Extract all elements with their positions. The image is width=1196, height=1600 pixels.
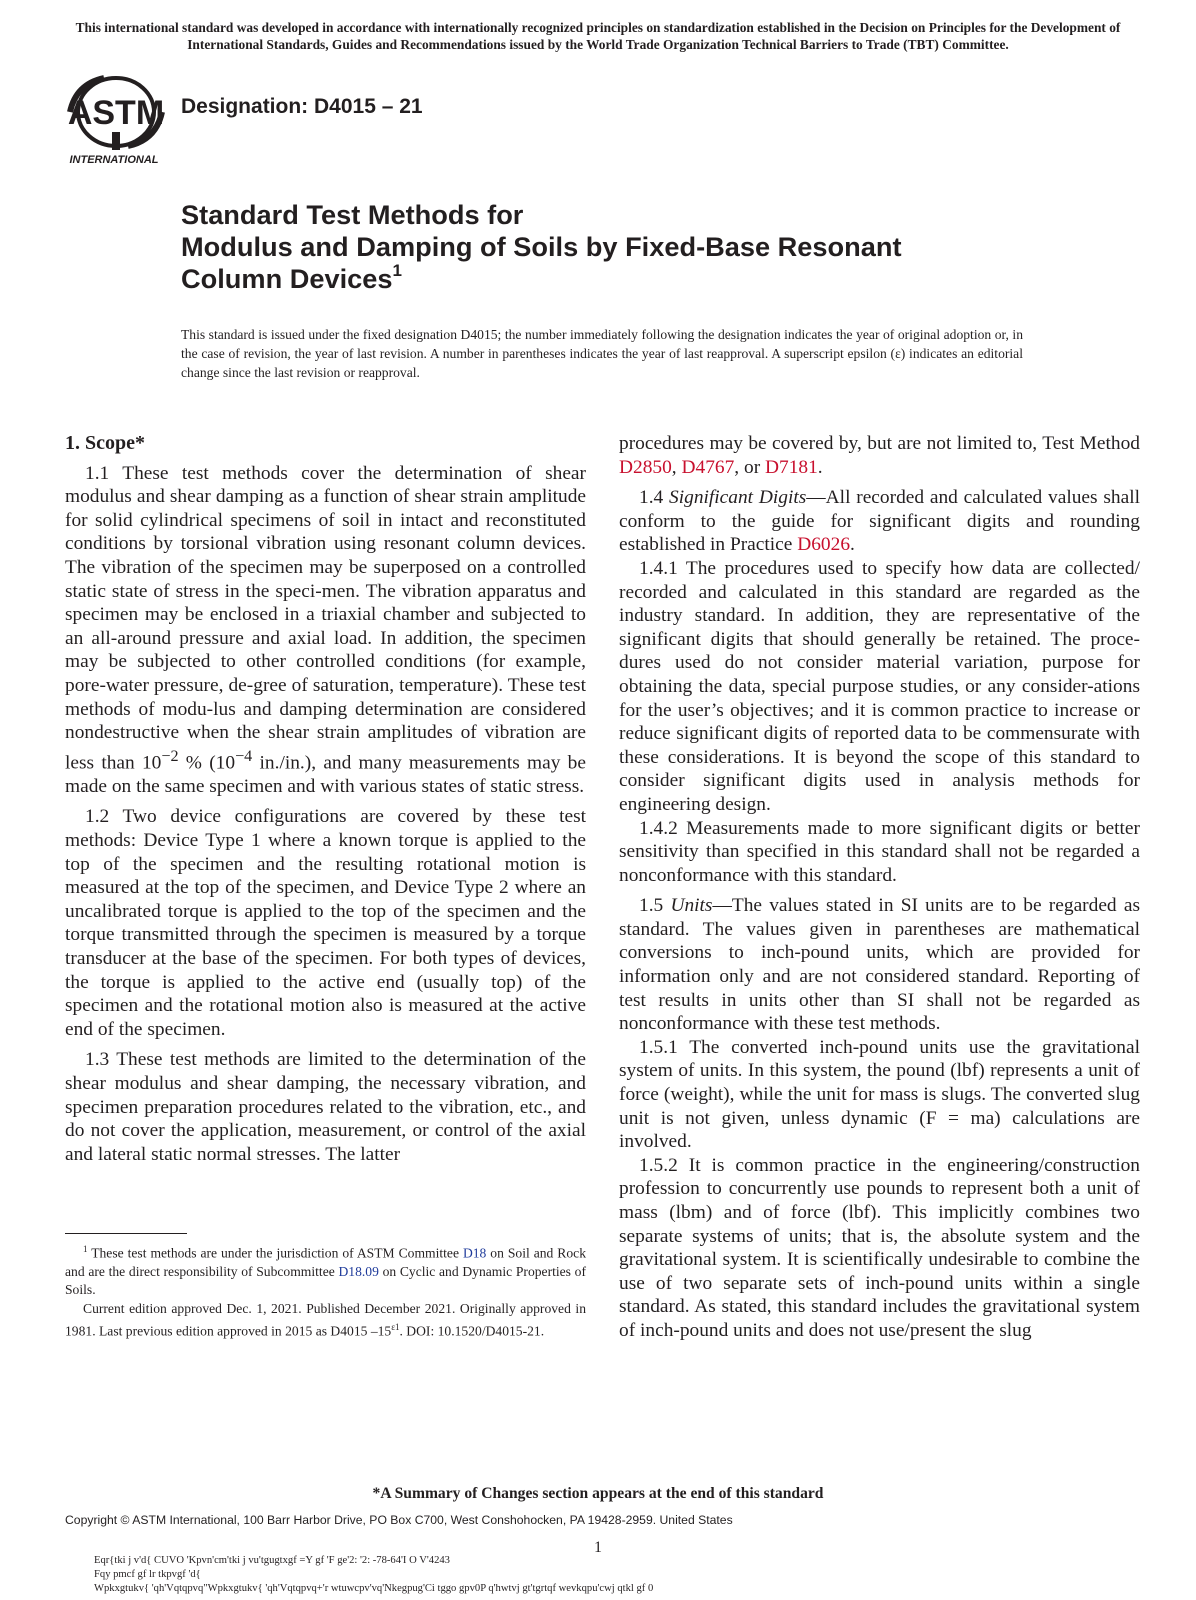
copyright-line: Copyright © ASTM International, 100 Barr Harbor Drive, PO Box C700, West Conshohocken, PA 19428-2959. United States [65, 1513, 733, 1527]
footnote-divider [65, 1233, 187, 1234]
title-line-3: Column Devices [181, 263, 393, 294]
paragraph-1-4-2: 1.4.2 Measurements made to more significant digits or better sensitivity than specified in this standard shall not be regarded a nonconformance with this standard. [619, 817, 1140, 886]
astm-logo [64, 74, 168, 166]
section-heading-scope: 1. Scope* [65, 432, 145, 454]
page-number: 1 [594, 1539, 602, 1556]
watermark-line-3: Wpkxgtukv{ 'qh'Vqtqpvq"Wpkxgtukv{ 'qh'Vqtqpvq+'r wtuwcpv'vq'Nkegpug'Ci tggo gpv0P q'hwtvj gt'tgrtqf wevkqpu'cwj qtkl gf 0 [94, 1583, 654, 1595]
paragraph-1-1: 1.1 These test methods cover the determination of shear modulus and shear damping as a function of shear strain amplitude for solid cylindrical specimens of soil in intact and reconstituted conditions by torsional vibration using resonant column devices. The vibration of the specimen may be superposed on a controlled static state of stress in the speci-men. The vibration apparatus and specimen may be enclosed in a triaxial chamber and subjected to an all-around pressure and axial load. In addition, the specimen may be subjected to other controlled conditions (for example, pore-water pressure, de-gree of saturation, temperature). These test methods of modu-lus and damping determination are considered nondestructive when the shear strain amplitudes of vibration are less than $10^{-2}$ % ($10^{-4}$ in./in.), and many measurements may be made on the same specimen and with various states of static stress. [65, 462, 586, 797]
title-line-2: Modulus and Damping of Soils by Fixed-Base Resonant [181, 231, 902, 262]
license-watermark [94, 1554, 794, 1597]
paragraph-1-4-1: 1.4.1 The procedures used to specify how data are collected/ recorded and calculated in this standard are regarded as the industry standard. In addition, they are representative of the significant digits that should generally be retained. The proce-dures used do not consider material variation, purpose for obtaining the data, special purpose studies, or any consider-ations for the user’s objectives; and it is common practice to increase or reduce significant digits of reported data to be commensurate with these considerations. It is beyond the scope of this standard to consider significant digits used in analysis methods for engineering design. [619, 557, 1140, 815]
link-d4767[interactable]: D4767 [681, 456, 735, 478]
summary-of-changes-notice: *A Summary of Changes section appears at the end of this standard [372, 1485, 824, 1502]
issued-statement: This standard is issued under the fixed designation D4015; the number immediately following the designation indicates the year of original adoption or, in the case of revision, the year of last revision. A number in parentheses indicates the year of last reapproval. A superscript epsilon (ε) indicates an editorial change since the last revision or reapproval. [181, 327, 1023, 380]
link-subcommittee-d18-09[interactable]: D18.09 [338, 1263, 379, 1279]
link-d2850[interactable]: D2850 [619, 456, 672, 478]
footnote-edition: Current edition approved Dec. 1, 2021. Published December 2021. Originally approved in 1981. Last previous edition approved in 2015 as D4015 $-15^{\varepsilon 1}$. DOI: 10.1520/D4015-21. [65, 1300, 586, 1339]
paragraph-1-5-1: 1.5.1 The converted inch-pound units use the gravitational system of units. In this system, the pound (lbf) represents a unit of force (weight), while the unit for mass is slugs. The converted slug unit is not given, unless dynamic (F = ma) calculations are involved. [619, 1036, 1140, 1153]
right-column [619, 432, 1140, 1343]
paragraph-1-5-2: 1.5.2 It is common practice in the engineering/construction profession to concurrently use pounds to represent both a unit of mass (lbm) and of force (lbf). This implicitly combines two separate systems of units; that is, the absolute system and the gravitational system. It is scientifically undesirable to combine the use of two separate sets of inch-pound units within a single standard. As stated, this standard includes the gravitational system of inch-pound units and does not use/present the slug [619, 1154, 1140, 1341]
footnote-jurisdiction: $^1$ These test methods are under the jurisdiction of ASTM Committee D18 on Soil and Rock and are the direct responsibility of Subcommittee D18.09 on Cyclic and Dynamic Properties of Soils. [65, 1244, 586, 1298]
paragraph-1-4: 1.4 Significant Digits—All recorded and calculated values shall conform to the guide for significant digits and rounding established in Practice D6026. [619, 487, 1141, 556]
document-title [181, 199, 1081, 295]
paragraph-1-3-continued: procedures may be covered by, but are not limited to, Test Method D2850, D4767, or D7181. [619, 433, 1140, 478]
link-d6026[interactable]: D6026 [797, 534, 851, 556]
title-line-1: Standard Test Methods for [181, 199, 524, 230]
title-footnote-mark[interactable]: 1 [392, 260, 402, 280]
link-d7181[interactable]: D7181 [765, 456, 818, 478]
watermark-line-1: Eqr{tki j v'd{ CUVO 'Kpvn'cm'tki j vu'tgugtxgf =Y gf 'F ge'2: '2: -78-64'I O V'4243 [94, 1555, 450, 1566]
tbt-notice: This international standard was developed in accordance with internationally recognized principles on standardization established in the Decision on Principles for the Development of International Standards, Guides and Recommendations issued by the World Trade Organization Technical Barriers to Trade (TBT) Committee. [75, 20, 1121, 52]
designation: Designation: D4015 – 21 [181, 95, 423, 118]
link-committee-d18[interactable]: D18 [462, 1245, 487, 1261]
paragraph-1-3: 1.3 These test methods are limited to the determination of the shear modulus and shear damping, the necessary vibration, and specimen preparation procedures related to the vibration, etc., and do not cover the application, measurement, or control of the axial and lateral static normal stresses. The latter [65, 1049, 586, 1165]
watermark-line-2: Fqy pmcf gf lr tkpvgf 'd{ [94, 1569, 201, 1581]
paragraph-1-5: 1.5 Units—The values stated in SI units are to be regarded as standard. The values given in parentheses are mathematical conversions to inch-pound units, which are provided for information only and are not considered standard. Reporting of test results in units other than SI shall not be regarded as nonconformance with these test methods. [619, 895, 1140, 1035]
logo-org: INTERNATIONAL [69, 154, 159, 166]
paragraph-1-2: 1.2 Two device configurations are covered by these test methods: Device Type 1 where a known torque is applied to the top of the specimen and the resulting rotational motion is measured at the top of the specimen, and Device Type 2 where an uncalibrated torque is applied to the top of the specimen and the torque transmitted through the specimen is measured by a torque transducer at the base of the specimen. For both types of devices, the torque is applied to the active end (usually top) of the specimen and the rotational motion also is measured at the active end of the specimen. [65, 806, 586, 1040]
left-column [65, 432, 586, 1166]
logo-wordmark: ASTM [67, 94, 165, 132]
footnote-1 [65, 1240, 586, 1341]
